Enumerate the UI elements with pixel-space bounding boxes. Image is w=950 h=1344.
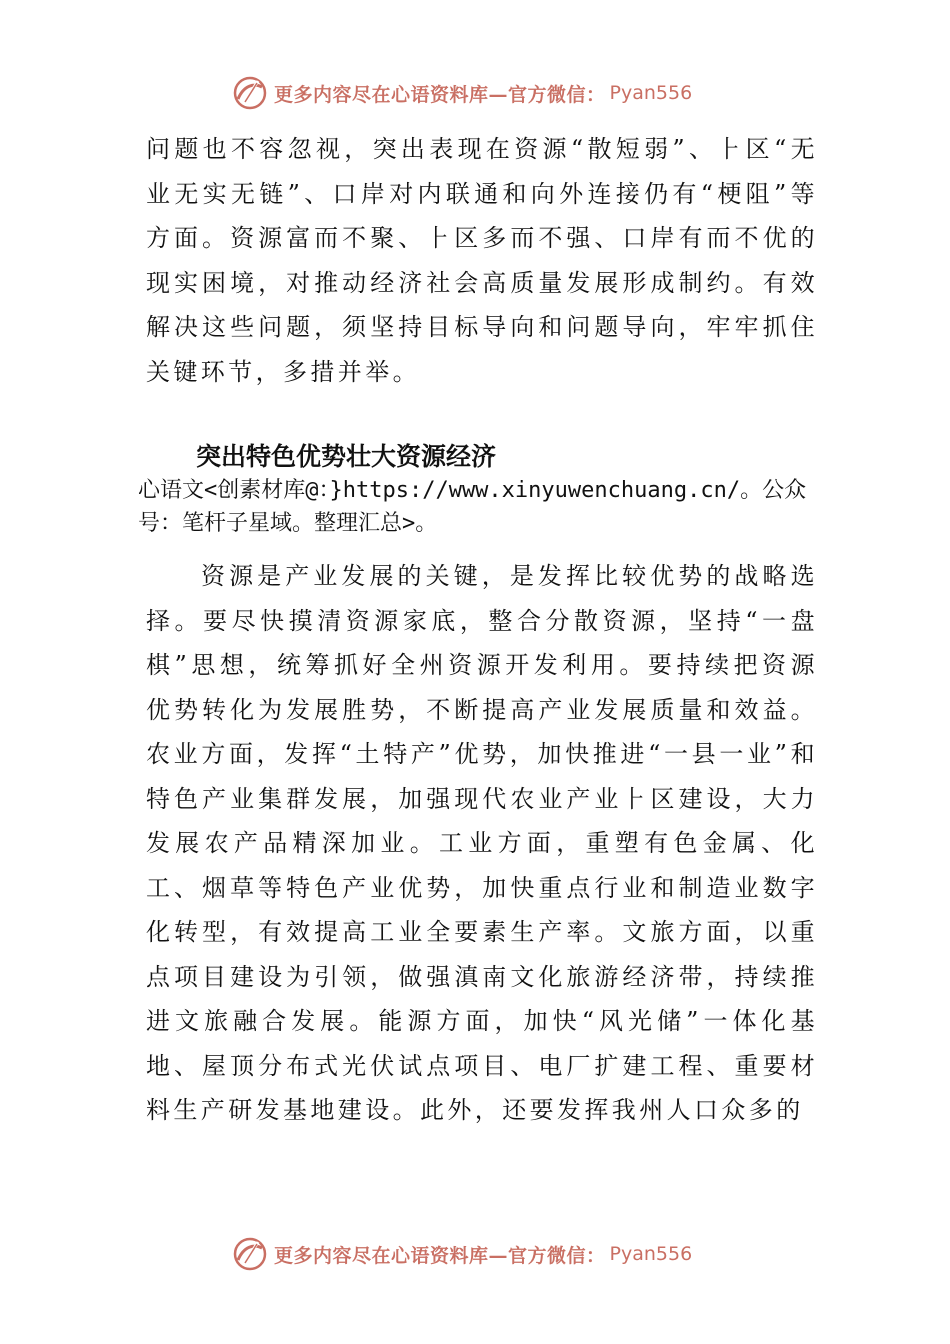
paragraph-2: 资源是产业发展的关键，是发挥比较优势的战略选择。要尽快摸清资源家底，整合分散资源，坚持“一盘棋”思想，统筹抓好全州资源开发利用。要持续把资源优势转化为发展胜势，不断提高产业发展质量和效益。农业方面，发挥“土特产”优势，加快推进“一县一业”和特色产业集群发展，加强现代农业产业⺊区建设，大力发展农产品精深加业。工业方面，重塑有色金属、化工、烟草等特色产业优势，加快重点行业和制造业数字化转型，有效提高工业全要素生产率。文旅方面，以重点项目建设为引领，做强滇南文化旅游经济带，持续推进文旅融合发展。能源方面，加快“风光储”一体化基地、屋顶分布式光伏试点项目、电厂扩建工程、重要材料生产研发基地建设。此外，还要发挥我州人口众多的 [146, 562, 818, 1124]
banner-wechat-id: Pyan556 [609, 1243, 693, 1265]
paragraph-1: 问题也不容忽视，突出表现在资源“散短弱”、​⺊区“无业无实无链”、口岸对内联通和向外连接仍有“梗阻”等方面。资源富而不聚、⺊区多而不强、口岸有而不优的现实困境，对推动经济社会高质量发展形成制约。有效解决这些问题，须坚持目标导向和问题导向，牢牢抓住关键环节，多措并举。 [146, 135, 818, 386]
source-note: 心语文<创素材库@：}https://www.xinyuwenchuang.cn/。公众号：笔杆子星域。整理汇总>。 [138, 478, 807, 536]
banner-text: 更多内容尽在心语资料库—官方微信： [274, 1244, 606, 1267]
brand-logo-icon [232, 1236, 268, 1272]
header-banner [232, 73, 732, 113]
banner-text: 更多内容尽在心语资料库—官方微信： [274, 83, 606, 106]
section-heading: 突出特色优势壮大资源经济 [196, 442, 497, 471]
brand-logo-icon [232, 75, 268, 111]
banner-wechat-id: Pyan556 [609, 82, 693, 104]
footer-banner [232, 1234, 732, 1274]
